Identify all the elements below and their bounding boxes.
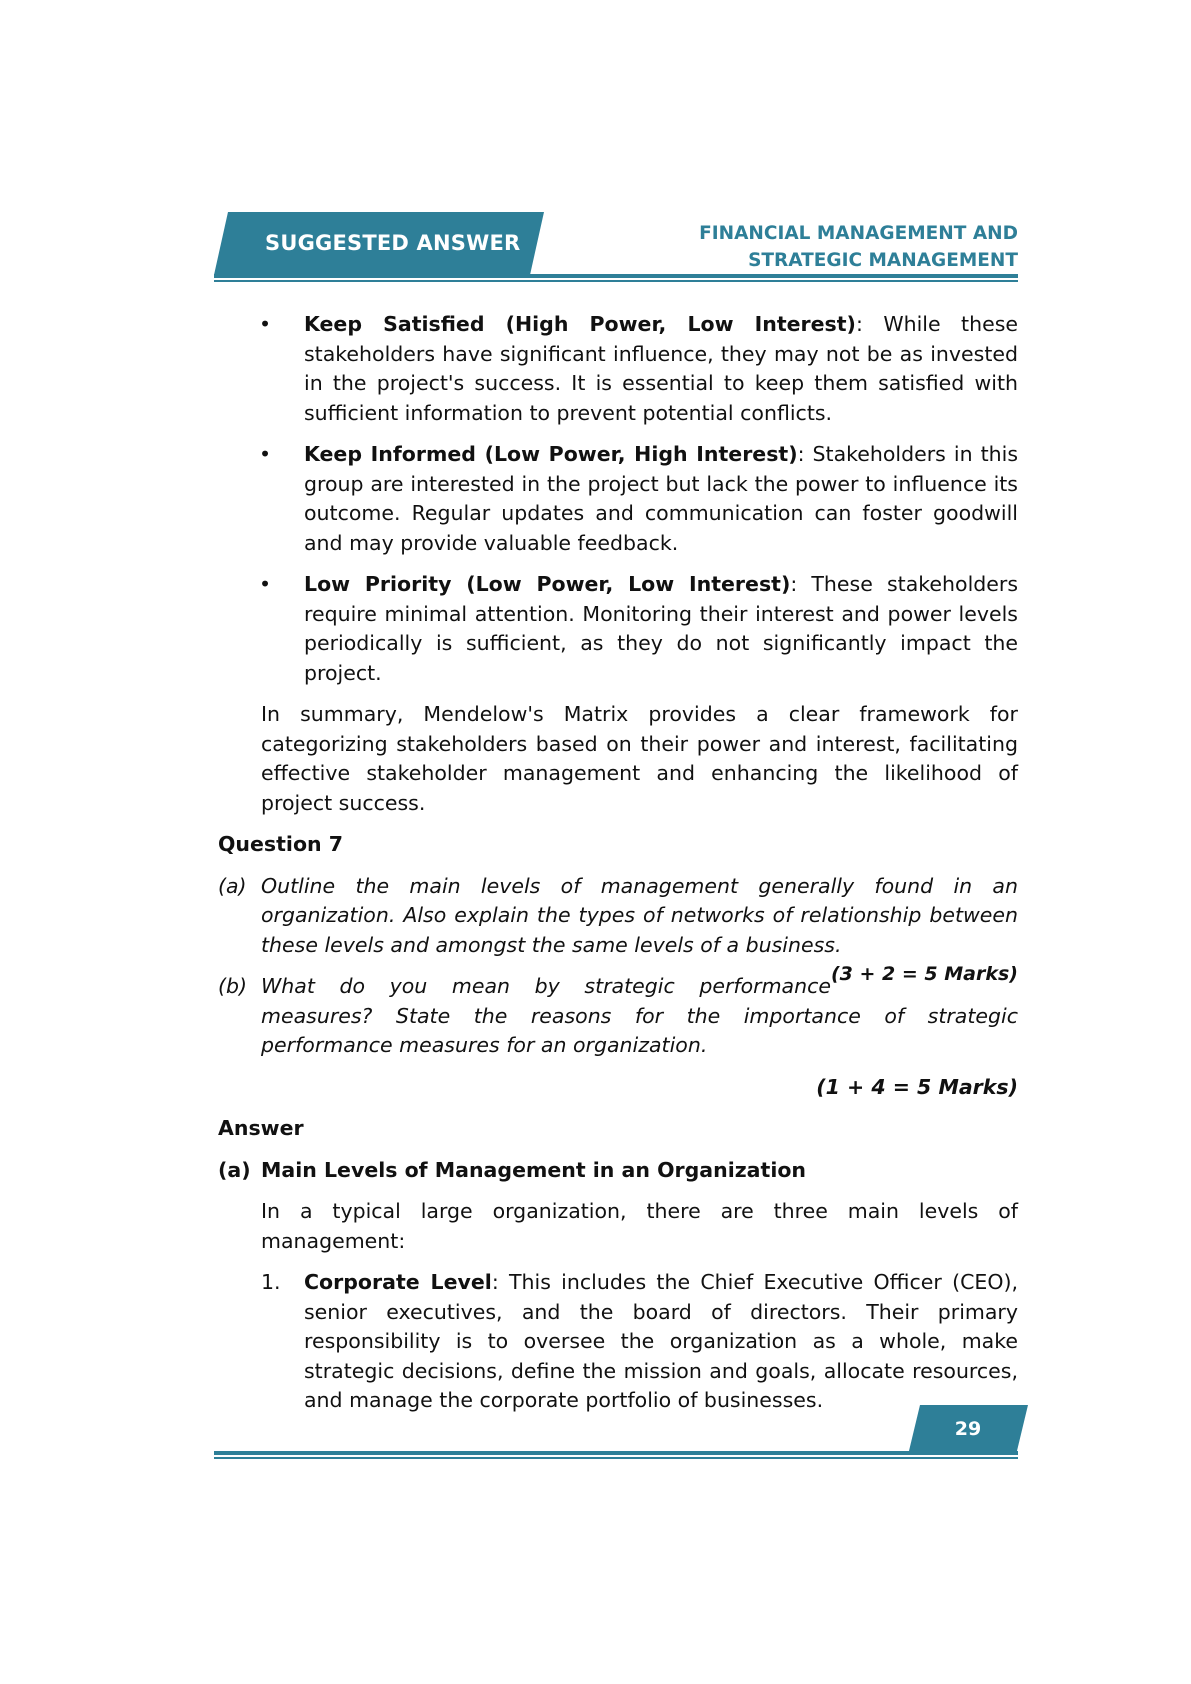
- question-part-b-marks: (1 + 4 = 5 Marks): [816, 1074, 1018, 1099]
- summary-paragraph: In summary, Mendelow's Matrix provides a clear framework for categorizing stakeholders based on their power and interest, facilitating effective stakeholder management and enhancing the likelihood of project success.: [261, 702, 1018, 815]
- question-heading: Question 7: [218, 832, 344, 856]
- header-rule-thin: [214, 280, 1018, 282]
- question-part-b: [218, 972, 1018, 1061]
- page-number: 29: [954, 1418, 982, 1440]
- question-part-a: [218, 872, 1018, 985]
- numbered-item-label: 1.: [261, 1270, 281, 1294]
- numbered-item-term: Corporate Level: [304, 1270, 492, 1294]
- question-part-b-label: (b): [218, 974, 248, 998]
- page-content: [218, 310, 1018, 1428]
- header-title-line1: FINANCIAL MANAGEMENT AND: [699, 223, 1018, 244]
- footer-rule: [214, 1451, 1018, 1455]
- bullet-text: : While these stakeholders have significant influence, they may not be as invested in the project's success. It is essential to keep them satisfied with sufficient information to prevent potential conflicts.: [304, 312, 1018, 425]
- bullet-item: [218, 570, 1018, 688]
- bullet-icon: •: [259, 572, 272, 596]
- question-part-a-marks: (3 + 2 = 5 Marks): [831, 963, 1018, 985]
- header-rule: [214, 274, 1018, 278]
- question-part-a-label: (a): [218, 873, 247, 898]
- question-part-a-text: Outline the main levels of management generally found in an organization. Also explain the types of networks of relationship between these levels and amongst the same levels of a business.: [261, 873, 1018, 957]
- stakeholder-bullet-list: [218, 310, 1018, 688]
- numbered-item: [218, 1268, 1018, 1416]
- bullet-item: [218, 310, 1018, 428]
- bullet-term: Keep Satisfied (High Power, Low Interest): [304, 312, 856, 336]
- bullet-icon: •: [259, 312, 272, 336]
- bullet-text: : These stakeholders require minimal attention. Monitoring their interest and power levels periodically is sufficient, as they do not significantly impact the project.: [304, 572, 1018, 685]
- bullet-term: Keep Informed (Low Power, High Interest): [304, 442, 798, 466]
- bullet-term: Low Priority (Low Power, Low Interest): [304, 572, 791, 596]
- answer-heading: Answer: [218, 1116, 304, 1140]
- header-title: [699, 220, 1018, 274]
- header-title-line2: STRATEGIC MANAGEMENT: [748, 250, 1018, 271]
- answer-sub-title: Main Levels of Management in an Organization: [261, 1157, 807, 1182]
- answer-intro: In a typical large organization, there are three main levels of management:: [261, 1199, 1018, 1253]
- answer-sub-heading: [218, 1156, 1018, 1186]
- question-part-b-text: What do you mean by strategic performance measures? State the reasons for the importance of strategic performance measures for an organization.: [261, 974, 1018, 1057]
- bullet-icon: •: [259, 442, 272, 466]
- bullet-item: [218, 440, 1018, 558]
- answer-sub-label: (a): [218, 1157, 251, 1182]
- bullet-text: : Stakeholders in this group are interested in the project but lack the power to influence its outcome. Regular updates and communication can foster goodwill and may provide valuable feedback.: [304, 442, 1018, 555]
- numbered-item-text: : This includes the Chief Executive Officer (CEO), senior executives, and the board of directors. Their primary responsibility is to oversee the organization as a whole, make strategic decisions, define the mission and goals, allocate resources, and manage the corporate portfolio of businesses.: [304, 1270, 1018, 1412]
- header-tab-label: SUGGESTED ANSWER: [265, 231, 521, 255]
- footer-rule-thin: [214, 1457, 1018, 1459]
